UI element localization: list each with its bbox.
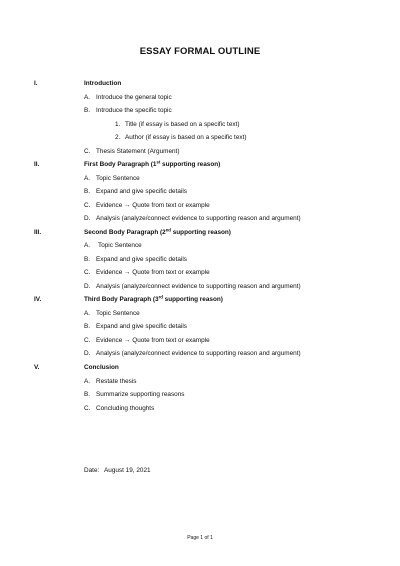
item-marker: D. — [84, 215, 91, 222]
item-text: Expand and give specific details — [96, 323, 187, 330]
item-marker: B. — [84, 323, 91, 330]
item-marker: C. — [84, 148, 91, 155]
item-marker: A. — [84, 242, 91, 249]
section-numeral: V. — [34, 364, 40, 371]
subitem-marker: 2. — [115, 134, 121, 141]
item-marker: D. — [84, 350, 91, 357]
item-text: Introduce the general topic — [96, 94, 172, 101]
item-marker: B. — [84, 391, 91, 398]
item-text: Evidence → Quote from text or example — [96, 269, 210, 276]
item-marker: C. — [84, 269, 91, 276]
item-text: Expand and give specific details — [96, 256, 187, 263]
item-text: Topic Sentence — [98, 242, 142, 249]
item-text: Summarize supporting reasons — [96, 391, 185, 398]
section-heading: Conclusion — [84, 364, 119, 371]
item-marker: C. — [84, 337, 91, 344]
item-text: Concluding thoughts — [96, 405, 155, 412]
section-heading: Introduction — [84, 80, 122, 87]
item-text: Introduce the specific topic — [96, 107, 172, 114]
item-text: Restate thesis — [96, 378, 137, 385]
item-text: Topic Sentence — [96, 310, 140, 317]
section-heading: Second Body Paragraph (2nd supporting reason) — [84, 227, 231, 236]
item-marker: B. — [84, 188, 91, 195]
item-text: Thesis Statement (Argument) — [96, 148, 180, 155]
page-number: Page 1 of 1 — [187, 535, 213, 541]
item-marker: A. — [84, 94, 91, 101]
section-numeral: II. — [34, 161, 40, 168]
section-numeral: I. — [34, 80, 38, 87]
date-value: August 19, 2021 — [104, 467, 151, 474]
item-text: Topic Sentence — [96, 175, 140, 182]
item-text: Analysis (analyze/connect evidence to supporting reason and argument) — [96, 350, 301, 357]
item-marker: A. — [84, 175, 91, 182]
item-text: Analysis (analyze/connect evidence to supporting reason and argument) — [96, 283, 301, 290]
section-heading: First Body Paragraph (1st supporting reason) — [84, 159, 221, 168]
item-text: Expand and give specific details — [96, 188, 187, 195]
item-marker: D. — [84, 283, 91, 290]
item-marker: A. — [84, 378, 91, 385]
item-text: Analysis (analyze/connect evidence to supporting reason and argument) — [96, 215, 301, 222]
section-heading: Third Body Paragraph (3rd supporting reason) — [84, 294, 223, 303]
item-marker: C. — [84, 202, 91, 209]
item-marker: C. — [84, 405, 91, 412]
page-title: ESSAY FORMAL OUTLINE — [139, 46, 261, 57]
item-marker: A. — [84, 310, 91, 317]
subitem-text: Title (if essay is based on a specific text) — [125, 121, 240, 128]
item-marker: B. — [84, 107, 91, 114]
subitem-marker: 1. — [115, 121, 121, 128]
item-marker: B. — [84, 256, 91, 263]
date-label: Date: — [84, 467, 100, 474]
section-numeral: IV. — [34, 296, 42, 303]
subitem-text: Author (if essay is based on a specific text) — [125, 134, 247, 141]
section-numeral: III. — [34, 229, 42, 236]
item-text: Evidence → Quote from text or example — [96, 337, 210, 344]
item-text: Evidence → Quote from text or example — [96, 202, 210, 209]
